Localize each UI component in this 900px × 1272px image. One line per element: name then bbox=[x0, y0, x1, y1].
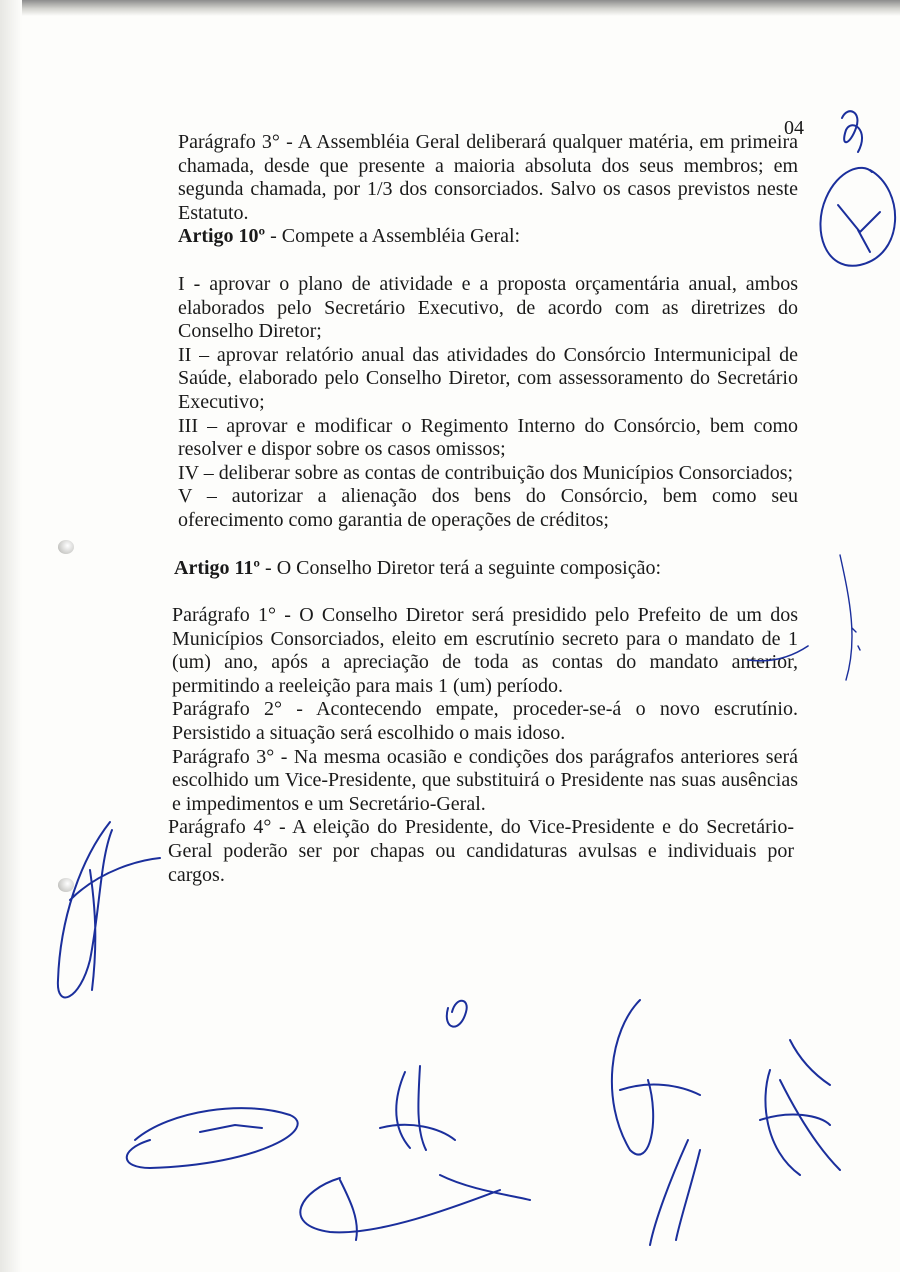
spacer bbox=[178, 249, 798, 273]
item-v: V – autorizar a alienação dos bens do Consórcio, bem como seu oferecimento como garantia de operações de créditos; bbox=[178, 485, 798, 531]
article-11-text: - O Conselho Diretor terá a seguinte composição: bbox=[260, 556, 662, 579]
article-10-text: - Compete a Assembléia Geral: bbox=[265, 225, 521, 248]
paragraph-3-assembly: Parágrafo 3° - A Assembléia Geral deliberará qualquer matéria, em primeira chamada, desde que presente a maioria absoluta dos seus membros; em segunda chamada, por 1/3 dos consorciados. Salvo os casos previstos neste Estatuto. bbox=[178, 131, 798, 224]
statute-text bbox=[168, 131, 798, 887]
paragraph-4-council: Parágrafo 4° - A eleição do Presidente, do Vice-Presidente e do Secretário-Geral poderão ser por chapas ou candidaturas avulsas e individuais por cargos. bbox=[168, 816, 794, 886]
signature-left-margin bbox=[58, 822, 160, 997]
paragraph-2-council: Parágrafo 2° - Acontecendo empate, proceder-se-á o novo escrutínio. Persistido a situação será escolhido o mais idoso. bbox=[172, 698, 798, 745]
article-10 bbox=[178, 225, 798, 249]
margin-bracket bbox=[840, 555, 852, 680]
item-ii: II – aprovar relatório anual das atividades do Consórcio Intermunicipal de Saúde, elaborado pelo Conselho Diretor, com assessoramento do Secretário Executivo; bbox=[178, 343, 798, 413]
signature-center bbox=[380, 1066, 455, 1150]
paragraph-1-council: Parágrafo 1° - O Conselho Diretor será presidido pelo Prefeito de um dos Municípios Consorciados, eleito em escrutínio secreto para o mandato de 1 (um) ano, após a apreciação de toda as contas do mandato anterior, permitindo a reeleição para mais 1 (um) período. bbox=[172, 604, 798, 697]
signature-bottom-right bbox=[612, 1000, 700, 1245]
circled-rubric-stroke bbox=[838, 205, 880, 252]
punch-hole-bottom bbox=[58, 878, 74, 892]
paragraph-3-council: Parágrafo 3° - Na mesma ocasião e condições dos parágrafos anteriores será escolhido um Vice-Presidente, que substituirá o Presidente nas suas ausências e impedimentos e um Secretário-Geral. bbox=[172, 745, 798, 815]
item-iii: III – aprovar e modificar o Regimento Interno do Consórcio, bem como resolver e dispor sobre os casos omissos; bbox=[178, 414, 798, 461]
item-i: I - aprovar o plano de atividade e a proposta orçamentária anual, ambos elaborados pelo Secretário Executivo, de acordo com as diretrizes do Conselho Diretor; bbox=[178, 272, 798, 343]
initials-top-right bbox=[842, 111, 862, 152]
item-iv: IV – deliberar sobre as contas de contribuição dos Municípios Consorciados; bbox=[178, 461, 794, 484]
initials-middle bbox=[447, 1001, 467, 1027]
margin-mark bbox=[852, 628, 860, 650]
signature-far-right bbox=[760, 1040, 840, 1175]
punch-hole-top bbox=[58, 540, 74, 554]
signature-bottom-center bbox=[300, 1175, 530, 1240]
signature-bottom-left bbox=[127, 1108, 298, 1168]
spacer bbox=[178, 533, 798, 557]
circled-rubric bbox=[820, 168, 895, 266]
article-10-heading: Artigo 10º bbox=[178, 225, 266, 248]
article-11 bbox=[174, 557, 798, 581]
article-11-heading: Artigo 11º bbox=[174, 556, 261, 579]
spacer bbox=[178, 580, 798, 604]
scan-left-shadow bbox=[0, 0, 22, 1272]
page-number: 04 bbox=[784, 117, 804, 139]
scan-top-edge bbox=[0, 0, 900, 16]
